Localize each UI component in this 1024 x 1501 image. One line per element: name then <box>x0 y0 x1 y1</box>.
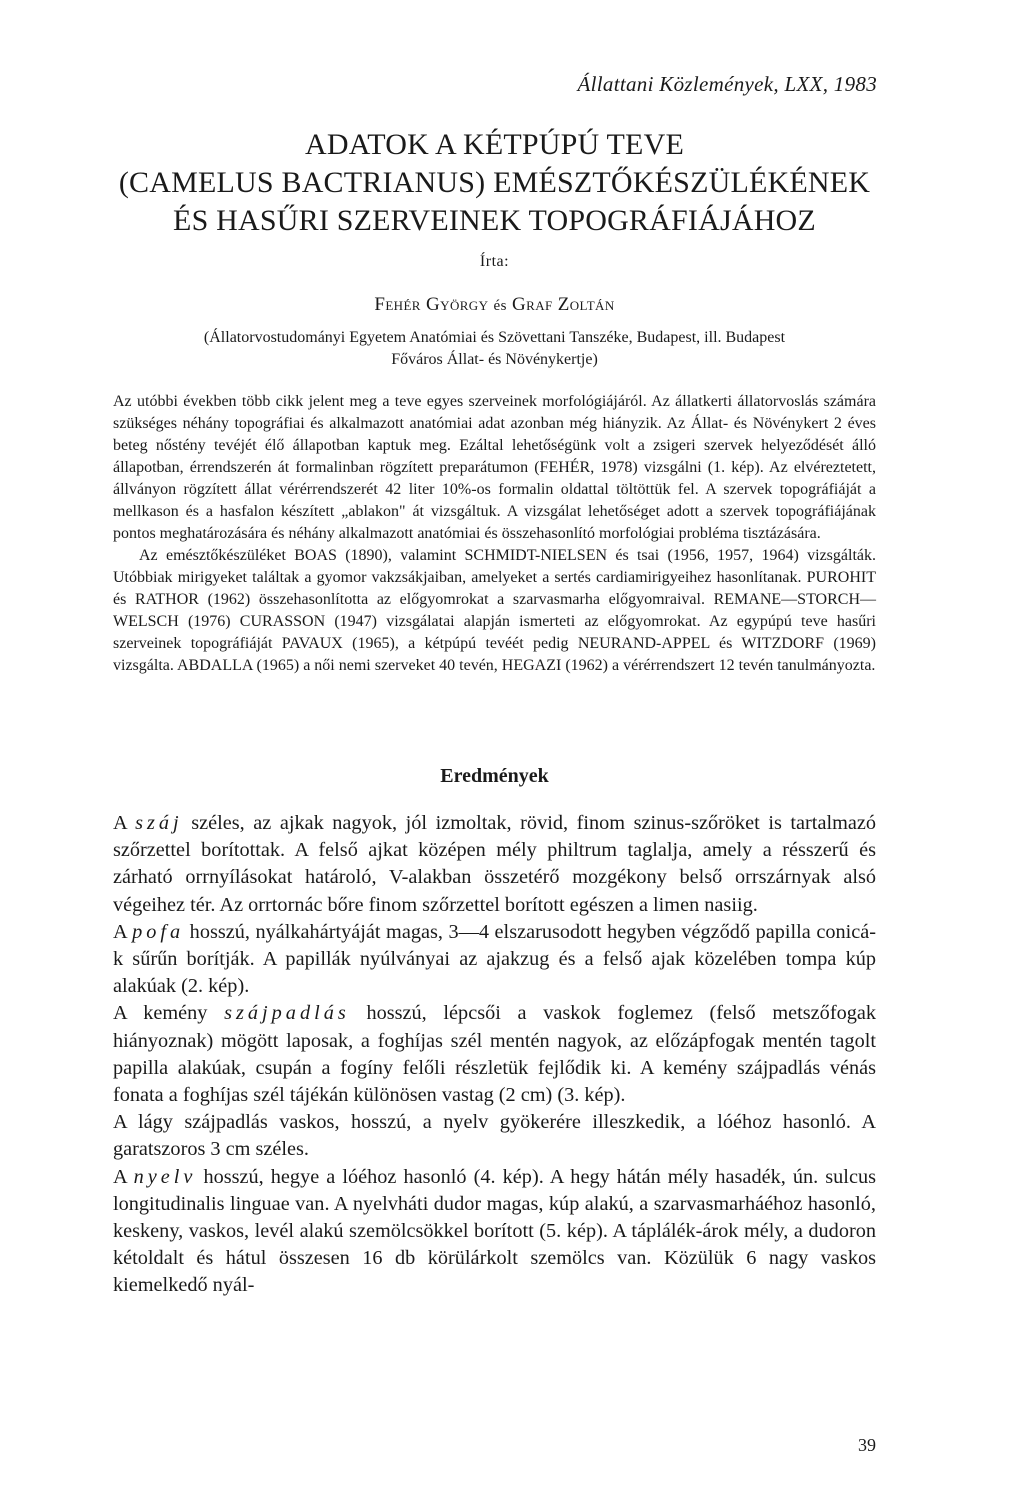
title-line-1: ADATOK A KÉTPÚPÚ TEVE <box>305 128 684 161</box>
author-first: Fehér György <box>374 294 489 315</box>
authors <box>113 294 876 316</box>
page-number: 39 <box>858 1435 876 1455</box>
paragraph-lead: A kemény <box>113 1002 225 1025</box>
body-paragraph-2 <box>113 919 876 1001</box>
paragraph-rest: A lágy szájpadlás vaskos, hosszú, a nyelv gyökerére illeszkedik, a lóéhoz hasonló. A garatszoros 3 cm széles. <box>113 1111 876 1161</box>
abstract-paragraph-1: Az utóbbi években több cikk jelent meg a teve egyes szerveinek morfológiájáról. Az állatkerti állatorvoslás számára szükséges néhány topográfiai és alkalmazott anatómiai adat azonban még hiányzik. Az Állat- és Növénykert 2 éves beteg nőstény tevéjét élő állapotban kaptuk meg. Ezáltal lehetőségünk volt a zsigeri szervek helyeződését álló állapotban, érrendszerén át formalinban rögzített preparátumon (FEHÉR, 1978) vizsgálni (1. kép). Az elvéreztetett, állványon rögzített állat vérérrendszerét 42 liter 10%-os formalin oldattal töltöttük fel. A szervek topográfiáját a mellkason és a hasfalon készített „ablakon" át vizsgáltuk. A vizsgálat lehetőséget adott a szervek topográfiájának pontos meghatározására és néhány alkalmazott anatómiai és összehasonlító morfológiai probléma tisztázására. <box>113 393 876 542</box>
title-line-2: (CAMELUS BACTRIANUS) EMÉSZTŐKÉSZÜLÉKÉNEK <box>118 166 871 199</box>
affiliation-line-2: Főváros Állat- és Növénykertje) <box>391 351 598 368</box>
paragraph-term: nyelv <box>133 1165 197 1188</box>
affiliation-line-1: (Állatorvostudományi Egyetem Anatómiai és Szövettani Tanszéke, Budapest, ill. Budapest <box>203 329 786 346</box>
article-title <box>113 126 876 240</box>
paragraph-term: pofa <box>132 920 185 943</box>
abstract <box>113 391 876 677</box>
body-paragraph-1 <box>113 810 876 919</box>
author-second: Graf Zoltán <box>512 294 615 315</box>
author-conjunction: és <box>493 298 507 314</box>
body-paragraph-3 <box>113 1000 876 1109</box>
paragraph-lead: A <box>113 812 136 834</box>
paragraph-rest: hosszú, hegye a lóéhoz hasonló (4. kép). A hegy hátán mély hasadék, ún. sulcus longitudinalis linguae van. A nyelvháti dudor magas, kúp alakú, a szarvasmarháéhoz hasonló, keskeny, vaskos, levél alakú szemölcsökkel borított (5. kép). A táplálék-árok mély, a dudoron kétoldalt és hátul összesen 16 db körülárkolt szemölcs van. Közülük 6 nagy vaskos kiemelkedő nyál- <box>113 1165 876 1297</box>
body-text <box>113 810 876 1300</box>
paragraph-rest: széles, az ajkak nagyok, jól izmoltak, rövid, finom szinus-szőröket is tartalmazó szőrzettel borítottak. A felső ajkat középen mély philtrum taglalja, amely a résszerű és zárható orrnyílásokat határoló, V-alakban összetérő mozgékony belső orrszárnyak alsó végeihez tér. Az orrtornác bőre finom szőrzettel borított egészen a limen nasiig. <box>113 812 876 916</box>
paragraph-lead: A <box>113 1165 134 1188</box>
paragraph-term: száj <box>135 812 183 834</box>
section-heading: Eredmények <box>440 765 549 787</box>
paragraph-rest: hosszú, nyálkahártyáját magas, 3—4 elszarusodott hegyben végződő papilla conicá-k sűrűn borítják. A papillák nyúlványai az ajakzug és a felső ajak közelében tompa kúp alakúak (2. kép). <box>113 920 876 998</box>
affiliation <box>113 327 876 371</box>
abstract-paragraph-2: Az emésztőkészüléket BOAS (1890), valamint SCHMIDT-NIELSEN és tsai (1956, 1957, 1964) vizsgálták. Utóbbiak mirigyeket találtak a gyomor vakzsákjaiban, amelyeket a sertés cardiamirigyeihez hasonlítanak. PUROHIT és RATHOR (1962) összehasonlította az előgyomrokat a szarvasmarha előgyomraival. REMANE—STORCH—WELSCH (1976) CURASSON (1947) vizsgálatai alapján ismerteti az előgyomrokat. Az egypúpú teve hasűri szerveinek topográfiáját PAVAUX (1965), a kétpúpú tevéét pedig NEURAND-APPEL és WITZDORF (1969) vizsgálta. ABDALLA (1965) a női nemi szerveket 40 tevén, HEGAZI (1962) a vérérrendszert 12 tevén tanulmányozta. <box>113 547 876 674</box>
paragraph-term: szájpadlás <box>224 1002 350 1025</box>
body-paragraph-5 <box>113 1164 876 1300</box>
body-paragraph-4 <box>113 1109 876 1163</box>
paragraph-lead: A <box>113 920 133 943</box>
byline: Írta: <box>479 253 510 270</box>
title-line-3: ÉS HASŰRI SZERVEINEK TOPOGRÁFIÁJÁHOZ <box>173 204 816 237</box>
journal-running-title: Állattani Közlemények, LXX, 1983 <box>577 72 877 96</box>
paragraph-rest: hosszú, lépcsői a vaskok foglemez (felső metszőfogak hiányoznak) mögött laposak, a foghíjas szél mentén nagyok, az előzápfogak mentén tagolt papilla alakúak, csupán a fogíny felőli részletük fejlődik ki. A kemény szájpadlás vénás fonata a foghíjas szél tájékán különösen vastag (2 cm) (3. kép). <box>113 1002 876 1107</box>
